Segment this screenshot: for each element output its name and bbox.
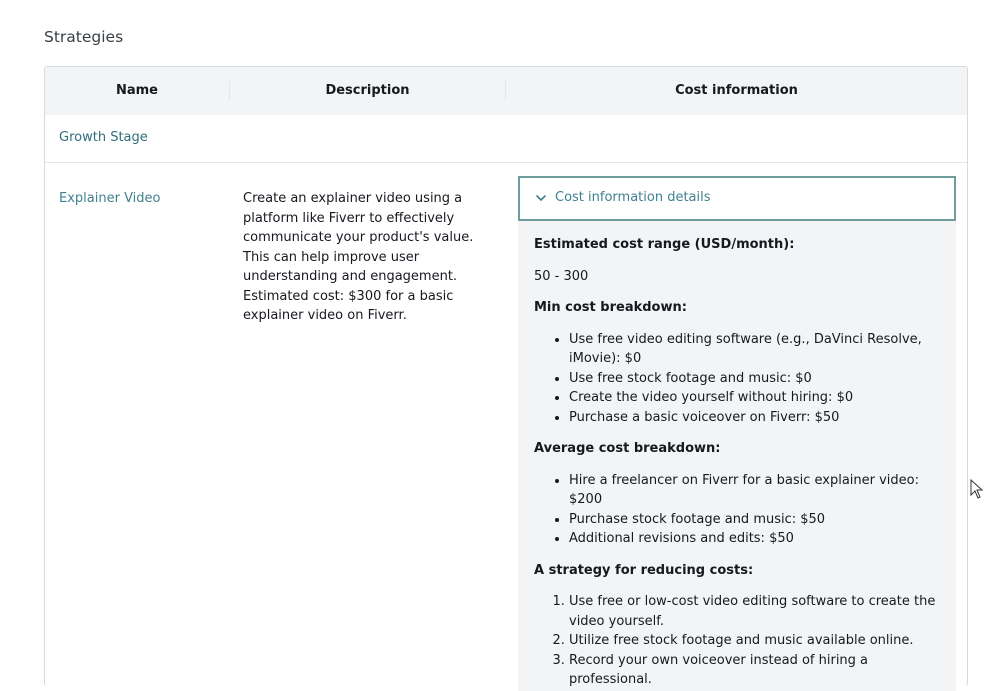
strategy-description: Create an explainer video using a platform like Fiverr to effectively communicate your product's value. This can help improve user understanding and engagement. Estimated cost: $300 for a basic explainer video on Fiverr. xyxy=(243,191,474,323)
table-header xyxy=(45,67,967,115)
list-item: • Hire a freelancer on Fiverr for a basic explainer video: $200 xyxy=(569,471,939,510)
column-header-cost-information[interactable]: Cost information xyxy=(675,83,798,98)
average-cost-heading: Average cost breakdown: xyxy=(534,441,721,456)
list-item: • Purchase stock footage and music: $50 xyxy=(569,510,939,530)
column-header-name[interactable]: Name xyxy=(115,83,158,98)
min-cost-heading: Min cost breakdown: xyxy=(534,300,687,315)
estimated-cost-heading: Estimated cost range (USD/month): xyxy=(534,237,795,252)
strategy-name-link[interactable]: Explainer Video xyxy=(59,191,161,206)
average-cost-list xyxy=(534,471,939,549)
cost-details-panel xyxy=(518,221,956,691)
mouse-cursor-icon xyxy=(970,479,984,499)
list-item: • Create the video yourself without hiring: $0 xyxy=(569,388,939,408)
estimated-cost-range: 50 - 300 xyxy=(534,268,589,284)
group-row xyxy=(45,115,967,163)
min-cost-list xyxy=(534,330,939,428)
list-item: • Use free stock footage and music: $0 xyxy=(569,369,939,389)
cost-details-label: Cost information details xyxy=(555,190,711,205)
chevron-down-icon xyxy=(534,191,548,205)
section-title: Strategies xyxy=(44,28,124,46)
list-item: • Additional revisions and edits: $50 xyxy=(569,529,939,549)
list-item: • Purchase a basic voiceover on Fiverr: $50 xyxy=(569,408,939,428)
list-item: • Use free video editing software (e.g., DaVinci Resolve, iMovie): $0 xyxy=(569,330,939,369)
cost-reduction-heading: A strategy for reducing costs: xyxy=(534,562,754,578)
list-item: 2. Utilize free stock footage and music available online. xyxy=(569,631,939,651)
list-item: 3. Record your own voiceover instead of hiring a professional. xyxy=(569,651,939,690)
strategies-table xyxy=(44,66,968,686)
list-item: 1. Use free or low-cost video editing software to create the video yourself. xyxy=(569,592,939,631)
cost-reduction-list xyxy=(534,592,939,690)
group-label: Growth Stage xyxy=(59,130,148,145)
cost-details-toggle[interactable] xyxy=(518,176,956,221)
column-header-description[interactable]: Description xyxy=(325,83,410,98)
